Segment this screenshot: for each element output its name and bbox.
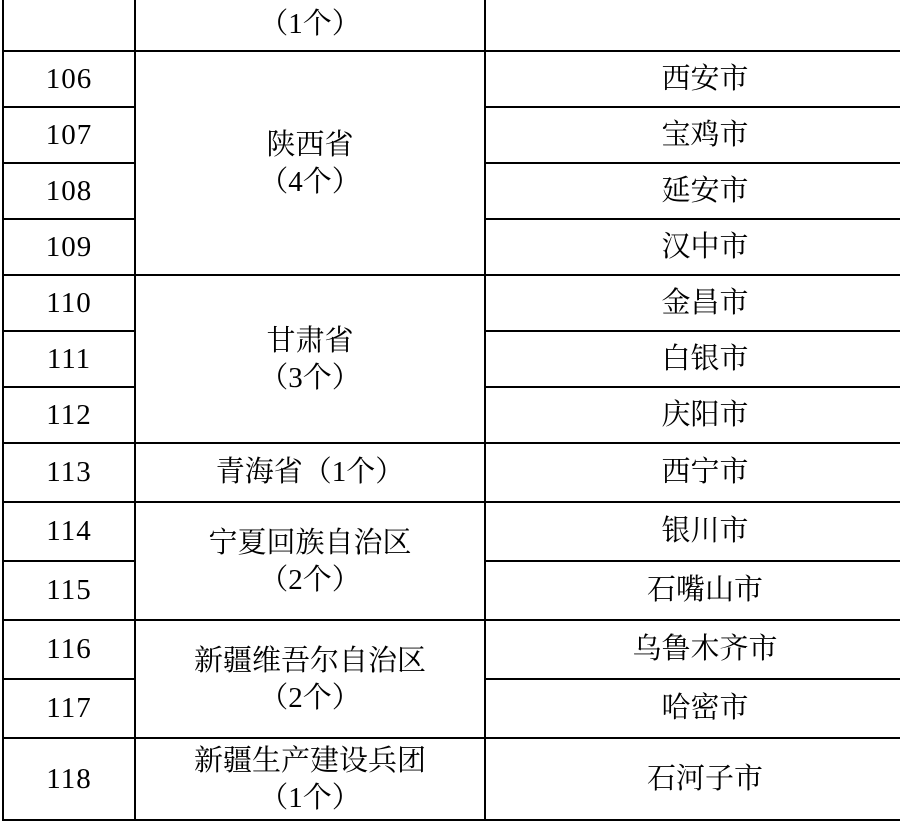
region-name: 甘肃省: [266, 325, 354, 358]
row-number-cell: 114: [3, 502, 135, 561]
row-number-cell: 110: [3, 275, 135, 331]
city-cell: 白银市: [485, 331, 900, 387]
region-cell: [135, 51, 485, 275]
table-row: [3, 443, 900, 502]
city-cell: 汉中市: [485, 219, 900, 275]
row-number-cell: [3, 0, 135, 51]
row-number-cell: 116: [3, 620, 135, 679]
row-number-cell: 108: [3, 163, 135, 219]
row-number-cell: 117: [3, 679, 135, 738]
page-bottom-margin: [0, 821, 900, 827]
region-name: 陕西省: [266, 129, 354, 162]
city-cell: 宝鸡市: [485, 107, 900, 163]
table-row: [3, 275, 900, 331]
city-cell: 西宁市: [485, 443, 900, 502]
row-number-cell: 106: [3, 51, 135, 107]
region-name: 新疆维吾尔自治区: [193, 645, 426, 678]
row-number-cell: 109: [3, 219, 135, 275]
city-cell: 庆阳市: [485, 387, 900, 443]
region-count-label: （1个）: [259, 782, 361, 815]
table-row: [3, 0, 900, 51]
table-row: [3, 738, 900, 820]
region-cell: [135, 502, 485, 620]
region-count-label: （2个）: [259, 682, 361, 715]
table-row: [3, 620, 900, 679]
table-row: [3, 502, 900, 561]
region-cell: [135, 443, 485, 502]
city-cell: 金昌市: [485, 275, 900, 331]
table-row: [3, 51, 900, 107]
region-name: 宁夏回族自治区: [208, 527, 412, 560]
city-cell: 石嘴山市: [485, 561, 900, 620]
city-cell: 延安市: [485, 163, 900, 219]
region-count-label: （3个）: [259, 362, 361, 395]
city-cell: 银川市: [485, 502, 900, 561]
row-number-cell: 112: [3, 387, 135, 443]
city-cell: [485, 0, 900, 51]
row-number-cell: 118: [3, 738, 135, 820]
region-count-label: （4个）: [259, 166, 361, 199]
region-name: 新疆生产建设兵团: [193, 745, 426, 778]
region-cell: [135, 0, 485, 51]
regions-cities-table: [2, 0, 900, 821]
row-number-cell: 115: [3, 561, 135, 620]
row-number-cell: 113: [3, 443, 135, 502]
table-body: [3, 0, 900, 820]
row-number-cell: 111: [3, 331, 135, 387]
region-cell: [135, 275, 485, 443]
city-cell: 西安市: [485, 51, 900, 107]
city-cell: 哈密市: [485, 679, 900, 738]
city-cell: 石河子市: [485, 738, 900, 820]
region-cell: [135, 738, 485, 820]
row-number-cell: 107: [3, 107, 135, 163]
region-name: 青海省（1个）: [215, 455, 405, 488]
region-cell: [135, 620, 485, 738]
city-cell: 乌鲁木齐市: [485, 620, 900, 679]
region-count-label: （2个）: [259, 564, 361, 597]
region-count-label: （1个）: [259, 8, 361, 41]
